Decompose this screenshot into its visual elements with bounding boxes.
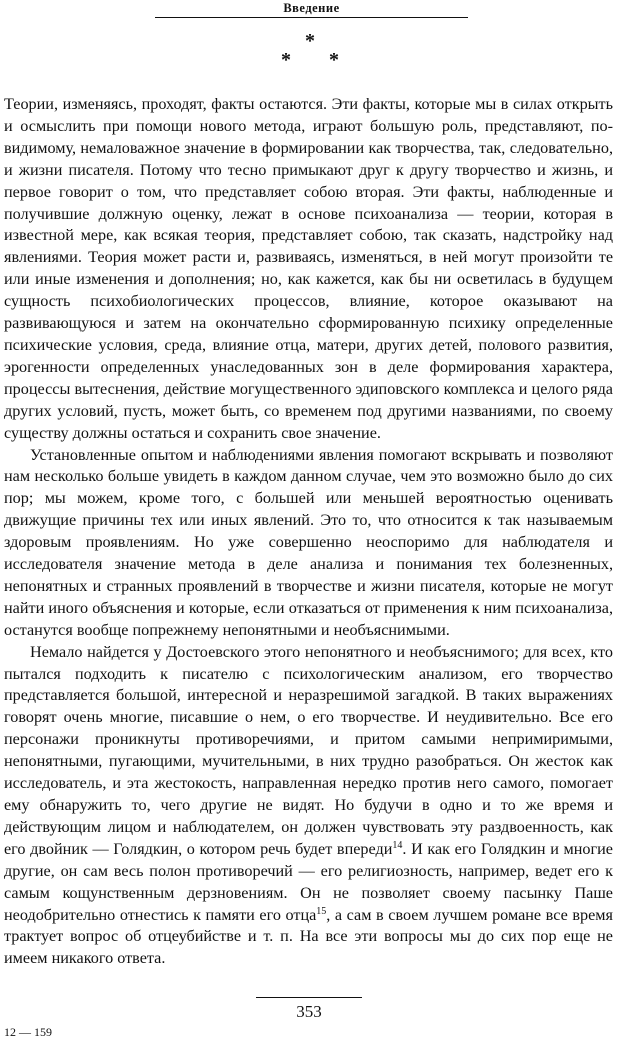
paragraph-3: [4, 642, 613, 971]
paragraph-text: Немало найдется у Достоевского этого непонятного и необъяснимого; для всех, кто пытался подходить к писателю с психологическим анализом, его творчество представляется большой, интересной и неразрешимой загадкой. В таких выражениях говорят очень многие, писавшие о нем, о его творчестве. И неудивительно. Все его персонажи проникнуты противоречиями, и притом самыми непримиримыми, непонятными, пугающими, мучительными, в них трудно разобраться. Он жесток как исследователь, и эта жестокость, направленная нередко против него самого, помогает ему обнаружить то, чего другие не видят. Но будучи в одно и то же время и действующим лицом и наблюдателем, он должен чувствовать эту раздвоенность, как его двойник — Голядкин, о котором речь будет впереди: [4, 642, 613, 858]
paragraph-2: [4, 445, 613, 642]
body-text: [4, 94, 613, 970]
footnote-ref-14[interactable]: 14: [392, 839, 403, 851]
footnote-ref-15[interactable]: 15: [316, 905, 327, 917]
paragraph-1: [4, 94, 613, 445]
paragraph-text: , а сам в своем лучшем романе все время трактует вопрос об отцеубийстве и т. п. На все эти вопросы мы до сих пор еще не имеем никакого ответа.: [4, 905, 613, 968]
paragraph-text: Установленные опытом и наблюдениями явления помогают вскрывать и позволяют нам несколько больше увидеть в каждом данном случае, чем это возможно было до сих пор; мы можем, кроме того, с большей или меньшей вероятностью оценивать движущие причины тех или иных явлений. Это то, что относится к так называемым здоровым проявлениям. Но уже совершенно неоспоримо для наблюдателя и исследователя значение метода в деле анализа и понимания тех болезненных, непонятных и странных проявлений в творчестве и жизни писателя, которые не могут найти иного объяснения и которые, если отказаться от применения к ним психоанализа, останутся вообще попрежнему непонятными и необъяснимыми.: [4, 445, 613, 639]
footer-rule: [256, 997, 362, 998]
page-number: 353: [296, 1002, 322, 1021]
paragraph-text: Теории, изменяясь, проходят, факты остаются. Эти факты, которые мы в силах открыть и осмыслить при помощи нового метода, играют большую роль, представляют, по-видимому, немаловажное значение в формировании как творчества, так, следовательно, и жизни писателя. Потому что тесно примыкают друг к другу творчество и жизнь, и первое говорит о том, что представляет собою вторая. Эти факты, наблюденные и получившие должную оценку, лежат в основе психоанализа — теории, которая в известной мере, как всякая теория, представляет собою, так сказать, надстройку над явлениями. Теория может расти и, развиваясь, изменяться, в ней могут произойти те или иные изменения и дополнения; но, как кажется, как бы ни осветилась в будущем сущность психобиологических процессов, влияние, которое оказывают на развивающуюся и затем на окончательно сформированную психику определенные психические условия, среда, влияние отца, матери, других детей, полового развития, эрогенности определенных унаследованных зон в деле формирования характера, процессы вытеснения, действие могущественного эдиповского комплекса и целого ряда других условий, пусть, может быть, со временем под другими названиями, по своему существу должны остаться и сохранить свое значение.: [4, 95, 613, 442]
asterisk-right: *: [329, 49, 339, 71]
asterisk-left: *: [281, 49, 291, 71]
asterisk-top: *: [305, 30, 315, 52]
printer-signature: 12 — 159: [4, 1025, 52, 1039]
running-head: Введение: [283, 1, 340, 15]
header-rule: [155, 17, 468, 18]
paragraph-text: . И как его Голядкин и многие другие, он сам весь полон противоречий — его религиозность, например, ведет его к самым кощунственным дерзновениям. Он не позволяет своему пасынку Паше неодобрительно отнестись к памяти его отца: [4, 839, 613, 924]
